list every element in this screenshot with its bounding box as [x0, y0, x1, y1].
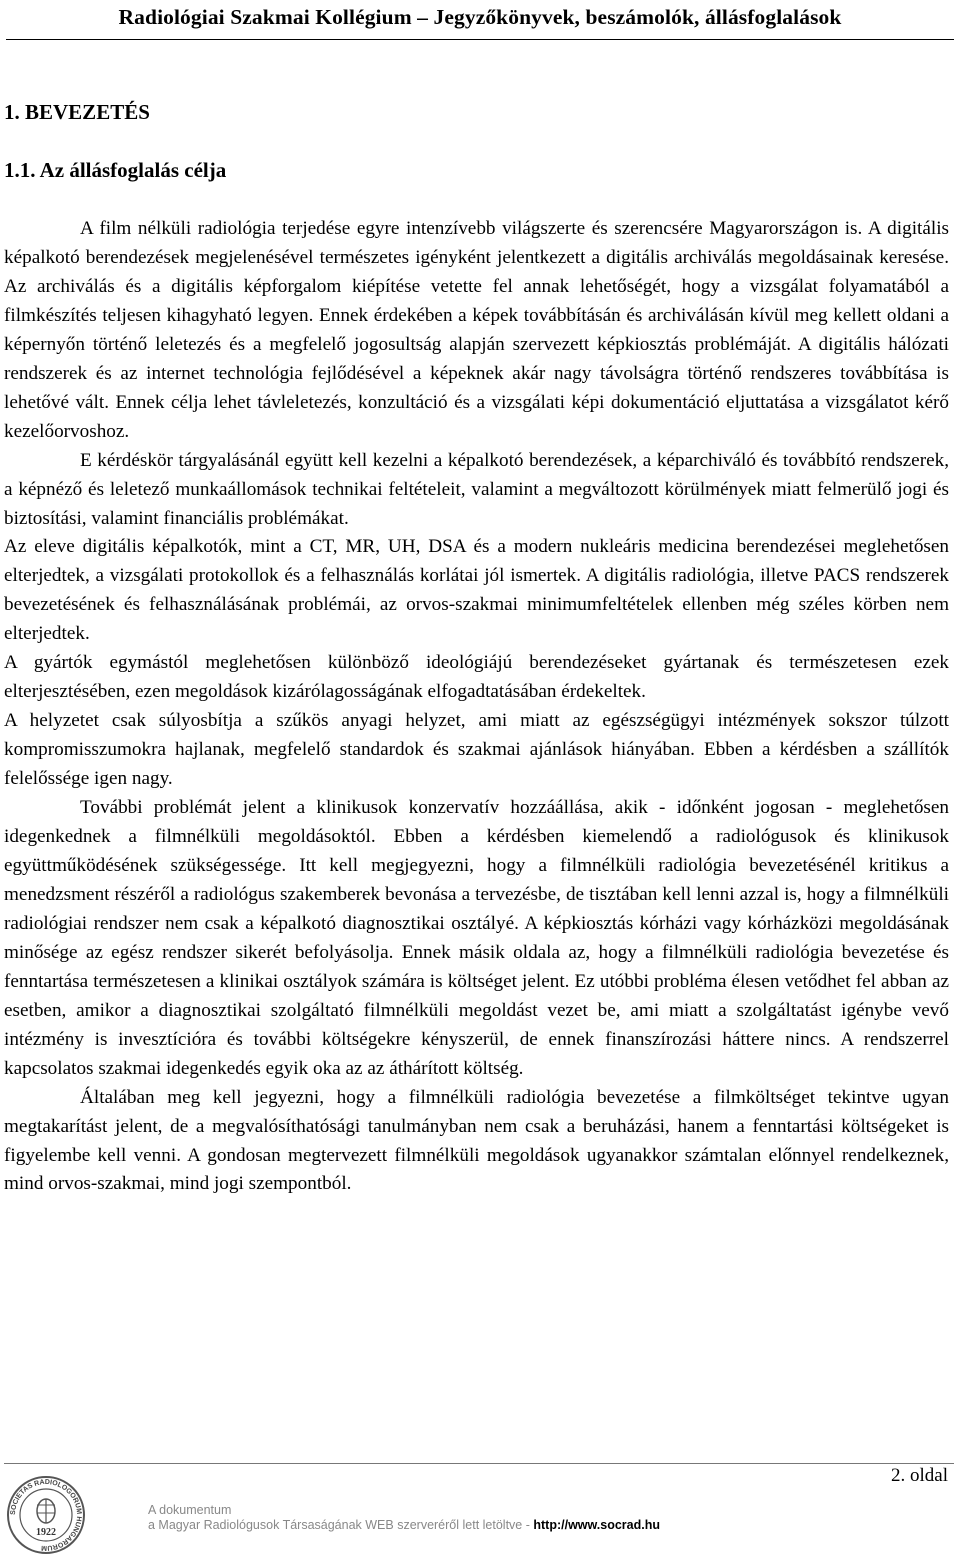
paragraph: A gyártók egymástól meglehetősen különböző ideológiájú berendezéseket gyártanak és természetesen ezek elterjesztésében, ezen megoldások kizárólagosságának elfogadtatásában érdekeltek.	[4, 652, 949, 703]
document-body	[4, 215, 949, 1199]
society-seal-logo	[6, 1475, 86, 1555]
header-divider	[6, 39, 954, 40]
footer-url-link[interactable]: http://www.socrad.hu	[533, 1518, 660, 1532]
page-number: 2. oldal	[891, 1465, 948, 1486]
footer-download-note	[148, 1518, 660, 1532]
subsection-heading: 1.1. Az állásfoglalás célja	[4, 158, 227, 182]
section-heading: 1. BEVEZETÉS	[4, 100, 150, 124]
paragraph: E kérdéskör tárgyalásánál együtt kell kezelni a képalkotó berendezések, a képarchiváló és továbbító rendszerek, a képnéző és leletező munkaállomások technikai feltételeit, valamint a megváltozott körülmények miatt felmerülő jogi és biztosítási, valamint financiális problémákat.	[4, 449, 949, 529]
svg-text:1922: 1922	[36, 1527, 56, 1538]
svg-text:SOCIETAS RADIOLOGORUM HUNGAROR: SOCIETAS RADIOLOGORUM HUNGARORUM	[9, 1478, 83, 1552]
footer-source-text: a Magyar Radiológusok Társaságának WEB szerveréről lett letöltve -	[148, 1518, 530, 1532]
footer-note: A dokumentum	[148, 1503, 232, 1517]
paragraph: Az eleve digitális képalkotók, mint a CT, MR, UH, DSA és a modern nukleáris medicina berendezései meglehetősen elterjedtek, a vizsgálati protokollok és a felhasználás korlátai jól ismertek. A digitális radiológia, illetve PACS rendszerek bevezetésének és felhasználásának problémái, az orvos-szakmai minimumfeltételek ellenben még széles körben nem elterjedtek.	[4, 536, 949, 645]
footer-divider	[4, 1463, 954, 1464]
paragraph: A film nélküli radiológia terjedése egyre intenzívebb világszerte és szerencsére Magyarországon is. A digitális képalkotó berendezések megjelenésével természetes igényként jelentkezett a digitális archiválás megoldásainak keresése. Az archiválás és a digitális képforgalom kiépítése vetette fel annak lehetőségét, hogy a vizsgálat folyamatából a filmkészítés teljesen kihagyható legyen. Ennek érdekében a képek továbbításán és archiválásán kívül meg kellett oldani a képernyőn történő leletezés és a megfelelő jogosultság alapján szervezett képkiosztás problémáját. A digitális hálózati rendszerek és az internet technológia fejlődésével a képeknek akár nagy távolságra történő rendszeres továbbítása is lehetővé vált. Ennek célja lehet távleletezés, konzultáció és a vizsgálati képi dokumentáció eljuttatása a vizsgálatot kérő kezelőorvoshoz.	[4, 218, 949, 442]
header-title: Radiológiai Szakmai Kollégium – Jegyzőkönyvek, beszámolók, állásfoglalások	[118, 5, 842, 29]
page-header	[0, 0, 960, 32]
paragraph: A helyzetet csak súlyosbítja a szűkös anyagi helyzet, ami miatt az egészségügyi intézmények sokszor túlzott kompromisszumokra hajlanak, megfelelő standardok és szakmai ajánlások hiányában. Ebben a kérdésben a szállítók felelőssége igen nagy.	[4, 710, 949, 790]
paragraph: Általában meg kell jegyezni, hogy a filmnélküli radiológia bevezetése a filmköltséget tekintve ugyan megtakarítást jelent, de a megvalósíthatósági tanulmányban nem csak a beruházási, hanem a fenntartási költségeket is figyelembe kell venni. A gondosan megtervezett filmnélküli megoldások ugyanakkor számtalan előnnyel rendelkeznek, mind orvos-szakmai, mind jogi szempontból.	[4, 1086, 949, 1195]
paragraph: További problémát jelent a klinikusok konzervatív hozzáállása, akik - időnként jogosan - meglehetősen idegenkednek a filmnélküli megoldásoktól. Ebben a kérdésben kiemelendő a radiológusok és klinikusok együttműködésének szükségessége. Itt kell megjegyezni, hogy a filmnélküli radiológia bevezetésénél kritikus a menedzsment részéről a radiológus szakemberek bevonása a tervezésbe, de tisztában kell lenni azzal is, hogy a filmnélküli radiológiai rendszer nem csak a képalkotó diagnosztikai osztályé. A képkiosztás kórházi vagy kórházközi megoldásának minősége az egész rendszer sikerét befolyásolja. Ennek másik oldala az, hogy a filmnélküli radiológia bevezetése és fenntartása természetesen a klinikai osztályok számára is költséget jelent. Ez utóbbi probléma élesen vetődhet fel abban az esetben, amikor a diagnosztikai szolgáltató filmnélküli megoldást vezet be, ami miatt a szolgáltatást igénybe vevő intézmény is invesztícióra és további költségekre kényszerül, de ennek finanszírozási háttere nincs. A rendszerrel kapcsolatos szakmai idegenkedés egyik oka az az áthárított költség.	[4, 797, 949, 1079]
